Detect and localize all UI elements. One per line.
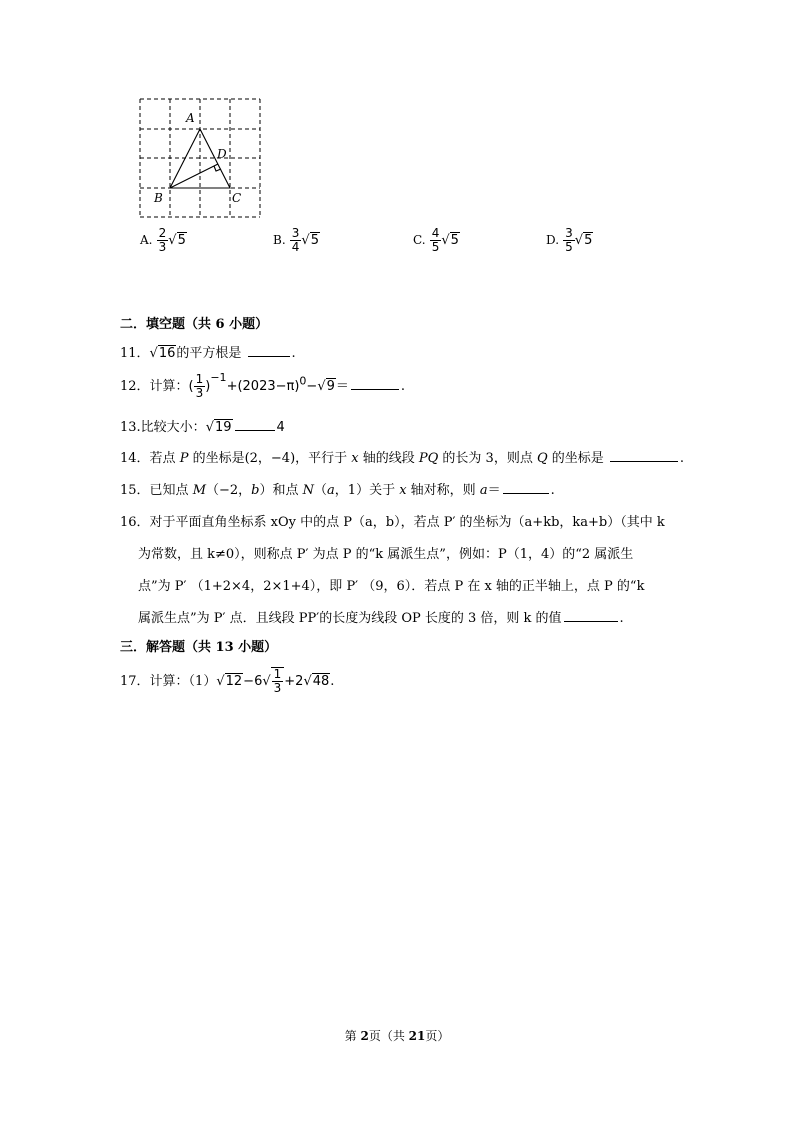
question-17: 17．计算：（1）√12−6√ $\frac{1}{3}$ +2√48. (120, 667, 335, 695)
section3-title: 三．解答题（共 13 小题） (120, 640, 278, 655)
question-14: 14．若点 P 的坐标是(2，−4)，平行于 x 轴的线段 PQ 的长为 3，则点 Q 的坐标是 . (120, 451, 685, 466)
question-16-line-2: 为常数，且 k≠0），则称点 P′ 为点 P 的“k 属派生点”，例如：P（1，4）的“2 属派生 (138, 547, 634, 562)
page-footer: 第 2页（共 21页） (344, 1029, 450, 1043)
question-13: 13.比较大小：√19 4 (120, 420, 285, 435)
triangle-grid-figure (130, 92, 270, 222)
question-11: 11．√16的平方根是 . (120, 346, 296, 361)
option-b: B. $\frac{3}{4}$ √5 (273, 226, 319, 254)
label-d: D (217, 147, 227, 161)
label-c: C (232, 191, 242, 205)
question-15: 15．已知点 M（−2，b）和点 N（a，1）关于 x 轴对称，则 a＝ . (120, 483, 555, 498)
option-a: A. $\frac{2}{3}$ √5 (140, 226, 186, 254)
label-b: B (154, 191, 163, 205)
label-a: A (186, 111, 195, 125)
option-c: C. $\frac{4}{5}$ √5 (413, 226, 459, 254)
question-12: 12．计算：( $\frac{1}{3}$ )$^{-1}+(2023-\pi)^0-√9=$ . (120, 370, 406, 400)
question-16-line-1: 16．对于平面直角坐标系 xOy 中的点 P（a，b），若点 P′ 的坐标为（a+kb，ka+b）（其中 k (120, 515, 665, 530)
question-16-line-4: 属派生点”为 P′ 点．且线段 PP′的长度为线段 OP 长度的 3 倍，则 k 的值 . (138, 611, 624, 626)
section2-title: 二．填空题（共 6 小题） (120, 317, 269, 332)
option-d: D. $\frac{3}{5}$ √5 (546, 226, 593, 254)
question-16-line-3: 点”为 P′ （1+2×4，2×1+4），即 P′ （9，6）．若点 P 在 x 轴的正半轴上，点 P 的“k (138, 579, 645, 594)
